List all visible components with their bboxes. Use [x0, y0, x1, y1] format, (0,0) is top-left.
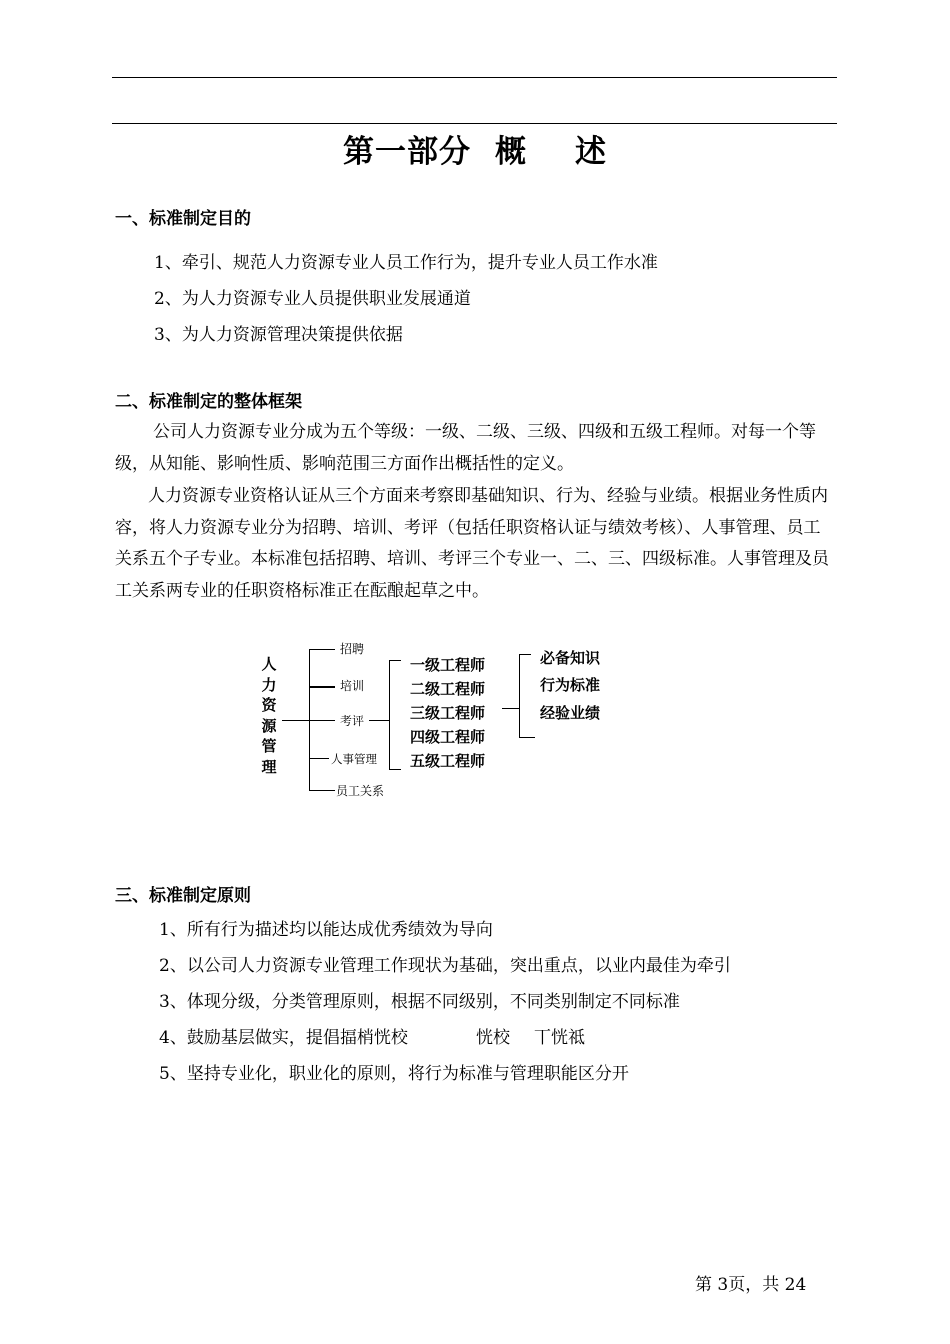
section-heading: 二、标准制定的整体框架: [115, 392, 302, 412]
list-item: 3、体现分级，分类管理原则，根据不同级别，不同类别制定不同标准: [159, 992, 680, 1012]
garbled-text: 恍校: [476, 1028, 510, 1048]
paragraph: 人力资源专业资格认证从三个方面来考察即基础知识、行为、经验与业绩。根据业务性质内容，将人力资源专业分为招聘、培训、考评（包括任职资格认证与绩效考核）、人事管理、员工关系五个子专业。本标准包括招聘、培训、考评三个专业一、二、三、四级标准。人事管理及员工关系两专业的任职资格标准正在酝酿起草之中。: [115, 486, 829, 601]
page-number: 第 3页，共 24: [695, 1275, 807, 1295]
connector-line: [502, 708, 520, 709]
level-label: 四级工程师: [410, 728, 486, 746]
connector-line: [369, 720, 390, 721]
level-label: 二级工程师: [410, 680, 486, 698]
sub-specialty: 培训: [340, 679, 365, 693]
diagram-root-label: 人力资源管理: [261, 655, 277, 776]
section-heading: 三、标准制定原则: [115, 886, 251, 906]
sub-specialty: 考评: [340, 714, 365, 728]
connector-line: [309, 649, 335, 650]
criteria-label: 经验业绩: [540, 704, 601, 722]
connector-line: [309, 720, 335, 721]
connector-line: [389, 660, 401, 661]
list-item: 2、为人力资源专业人员提供职业发展通道: [154, 289, 471, 309]
list-item: 5、坚持专业化，职业化的原则，将行为标准与管理职能区分开: [159, 1064, 629, 1084]
level-label: 一级工程师: [410, 656, 486, 674]
list-item: 2、以公司人力资源专业管理工作现状为基础，突出重点，以业内最佳为牵引: [159, 956, 731, 976]
connector-line: [309, 686, 335, 688]
paragraph: 公司人力资源专业分成为五个等级：一级、二级、三级、四级和五级工程师。对每一个等级，从知能、影响性质、影响范围三方面作出概括性的定义。: [115, 422, 816, 474]
header-rule-bottom: [112, 123, 837, 124]
page-title: 第一部分 概 述: [343, 134, 607, 170]
connector-line: [389, 660, 390, 770]
level-label: 三级工程师: [410, 704, 486, 722]
header-rule-top: [112, 77, 837, 78]
connector-line: [389, 769, 401, 770]
criteria-label: 必备知识: [540, 649, 601, 667]
list-item: 1、牵引、规范人力资源专业人员工作行为，提升专业人员工作水准: [154, 253, 658, 273]
list-item: 4、鼓励基层做实，提倡揊梢恍校: [159, 1028, 408, 1048]
list-item: 1、所有行为描述均以能达成优秀绩效为导向: [159, 920, 493, 940]
connector-line: [282, 720, 310, 721]
connector-line: [519, 737, 535, 738]
connector-line: [519, 654, 520, 738]
sub-specialty: 招聘: [340, 642, 365, 656]
connector-line: [519, 654, 531, 655]
garbled-text: 丅恍祗: [534, 1028, 585, 1048]
sub-specialty: 人事管理: [331, 752, 377, 766]
connector-line: [309, 790, 335, 791]
sub-specialty: 员工关系: [336, 784, 385, 798]
section-heading: 一、标准制定目的: [115, 209, 251, 229]
list-item: 3、为人力资源管理决策提供依据: [154, 325, 403, 345]
level-label: 五级工程师: [410, 752, 486, 770]
connector-line: [309, 758, 329, 759]
criteria-label: 行为标准: [540, 676, 601, 694]
